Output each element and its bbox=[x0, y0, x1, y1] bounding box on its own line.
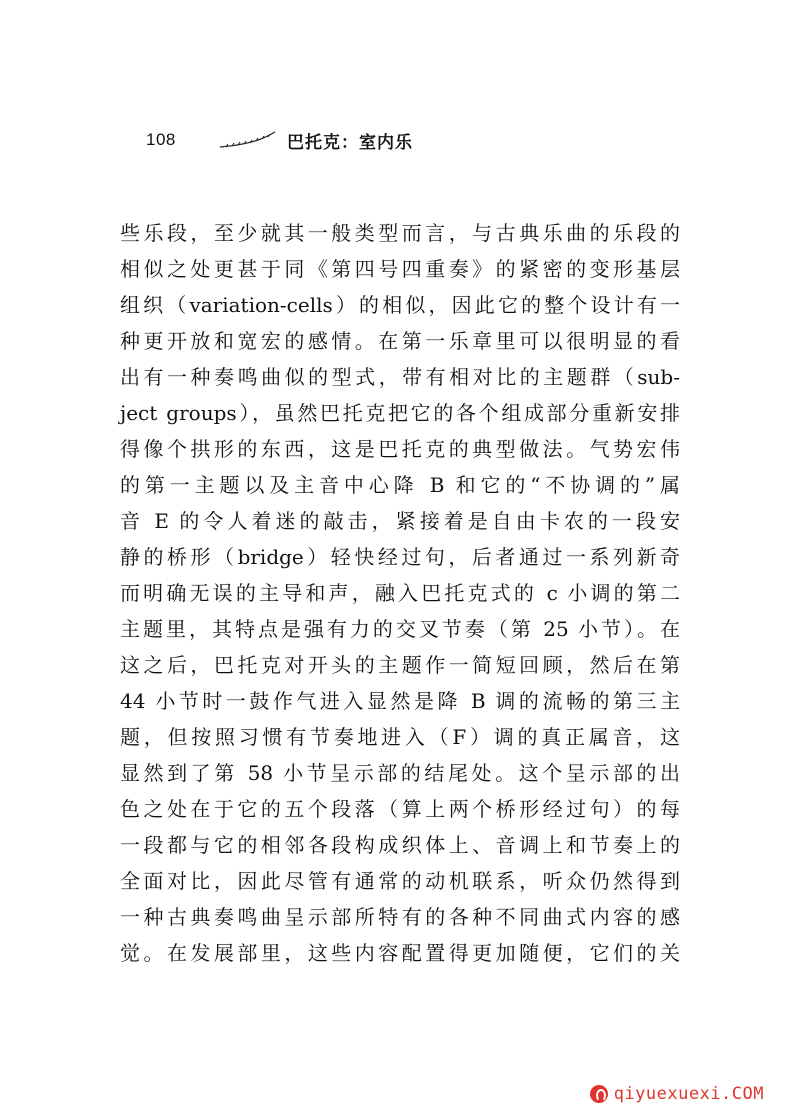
text-line: 出有一种奏鸣曲似的型式，带有相对比的主题群（sub- bbox=[120, 365, 680, 389]
text-line: ject groups），虽然巴托克把它的各个组成部分重新安排 bbox=[120, 401, 680, 425]
text-line: 全面对比，因此尽管有通常的动机联系，听众仍然得到 bbox=[120, 869, 680, 893]
watermark-text: qiyuexuexi.COM bbox=[613, 1084, 764, 1104]
text-line: 主题里，其特点是强有力的交叉节奏（第 25 小节）。在 bbox=[120, 617, 680, 641]
text-line: 静的桥形（bridge）轻快经过句，后者通过一系列新奇 bbox=[120, 545, 680, 569]
page-header bbox=[146, 128, 566, 158]
music-note-logo-icon bbox=[590, 1085, 608, 1103]
running-title: 巴托克：室内乐 bbox=[287, 133, 413, 153]
text-line: 44 小节时一鼓作气进入显然是降 B 调的流畅的第三主 bbox=[120, 689, 680, 713]
text-line: 色之处在于它的五个段落（算上两个桥形经过句）的每 bbox=[120, 797, 680, 821]
text-line: 的第一主题以及主音中心降 B 和它的“不协调的”属 bbox=[120, 473, 680, 497]
text-line: 这之后，巴托克对开头的主题作一简短回顾，然后在第 bbox=[120, 653, 680, 677]
text-line: 得像个拱形的东西，这是巴托克的典型做法。气势宏伟 bbox=[120, 437, 680, 461]
flourish-ornament-icon bbox=[218, 130, 278, 150]
text-line: 觉。在发展部里，这些内容配置得更加随便，它们的关 bbox=[120, 941, 680, 965]
text-line: 组织（variation-cells）的相似，因此它的整个设计有一 bbox=[120, 293, 680, 317]
text-line: 一种古典奏鸣曲呈示部所特有的各种不同曲式内容的感 bbox=[120, 905, 680, 929]
body-text bbox=[120, 215, 680, 971]
text-line: 题，但按照习惯有节奏地进入（F）调的真正属音，这 bbox=[120, 725, 680, 749]
page-number: 108 bbox=[146, 130, 176, 149]
text-line: 音 E 的令人着迷的敲击，紧接着是自由卡农的一段安 bbox=[120, 509, 680, 533]
text-line: 显然到了第 58 小节呈示部的结尾处。这个呈示部的出 bbox=[120, 761, 680, 785]
text-line: 相似之处更甚于同《第四号四重奏》的紧密的变形基层 bbox=[120, 257, 680, 281]
text-line: 种更开放和宽宏的感情。在第一乐章里可以很明显的看 bbox=[120, 329, 680, 353]
site-watermark bbox=[590, 1082, 764, 1106]
text-line: 一段都与它的相邻各段构成织体上、音调上和节奏上的 bbox=[120, 833, 680, 857]
text-line: 而明确无误的主导和声，融入巴托克式的 c 小调的第二 bbox=[120, 581, 680, 605]
text-line: 些乐段，至少就其一般类型而言，与古典乐曲的乐段的 bbox=[120, 221, 680, 245]
